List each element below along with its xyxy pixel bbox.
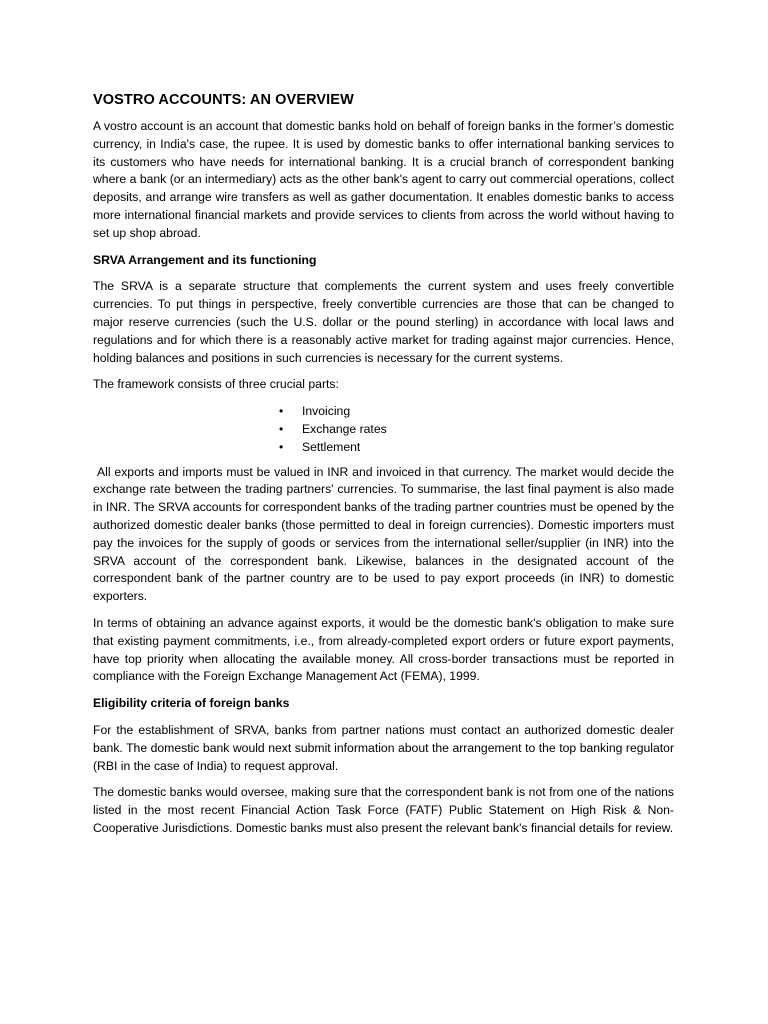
srva-paragraph-1: The SRVA is a separate structure that complements the current system and uses freely convertible currencies. To put things in perspective, freely convertible currencies are those that can be changed to major reserve currencies (such the U.S. dollar or the pound sterling) in accordance with local laws and regulations and for which there is a reasonably active market for trading against major currencies. Hence, holding balances and positions in such currencies is necessary for the current systems. [93, 279, 674, 365]
srva-paragraph-3: In terms of obtaining an advance against exports, it would be the domestic bank's obligation to make sure that existing payment commitments, i.e., from already-completed export orders or future export payments, have top priority when allocating the available money. All cross-border transactions must be reported in compliance with the Foreign Exchange Management Act (FEMA), 1999. [93, 615, 674, 684]
framework-parts-list [93, 403, 674, 456]
framework-intro: The framework consists of three crucial parts: [93, 377, 339, 392]
list-item [277, 421, 674, 439]
intro-paragraph: A vostro account is an account that domestic banks hold on behalf of foreign banks in the former’s domestic currency, in India's case, the rupee. It is used by domestic banks to offer international banking services to its customers who have needs for international banking. It is a crucial branch of correspondent banking where a bank (or an intermediary) acts as the other bank's agent to carry out commercial operations, collect deposits, and arrange wire transfers as well as gather documentation. It enables domestic banks to access more international financial markets and provide services to clients from across the world without having to set up shop abroad. [93, 119, 674, 240]
srva-section-heading: SRVA Arrangement and its functioning [93, 252, 317, 267]
bullet-icon: • [279, 439, 284, 454]
list-item [277, 403, 674, 421]
document-title: VOSTRO ACCOUNTS: AN OVERVIEW [93, 92, 354, 108]
srva-paragraph-2: All exports and imports must be valued in INR and invoiced in that currency. The market would decide the exchange rate between the trading partners' currencies. To summarise, the last final payment is also made in INR. The SRVA accounts for correspondent banks of the trading partner countries must be opened by the authorized domestic dealer banks (those permitted to deal in foreign currencies). Domestic importers must pay the invoices for the supply of goods or services from the international seller/supplier (in INR) into the SRVA account of the correspondent bank. Likewise, balances in the designated account of the correspondent bank of the partner country are to be used to pay export proceeds (in INR) to domestic exporters. [93, 464, 674, 604]
bullet-icon: • [279, 404, 284, 419]
list-item-label: Exchange rates [302, 421, 387, 436]
list-item [277, 439, 674, 457]
eligibility-paragraph-1: For the establishment of SRVA, banks from partner nations must contact an authorized domestic dealer bank. The domestic bank would next submit information about the arrangement to the top banking regulator (RBI in the case of India) to request approval. [93, 722, 674, 773]
list-item-label: Invoicing [302, 404, 351, 419]
list-item-label: Settlement [302, 439, 361, 454]
eligibility-paragraph-2: The domestic banks would oversee, making sure that the correspondent bank is not from one of the nations listed in the most recent Financial Action Task Force (FATF) Public Statement on High Risk & Non-Cooperative Jurisdictions. Domestic banks must also present the relevant bank's financial details for review. [93, 785, 674, 835]
bullet-icon: • [279, 421, 284, 436]
eligibility-section-heading: Eligibility criteria of foreign banks [93, 696, 290, 711]
